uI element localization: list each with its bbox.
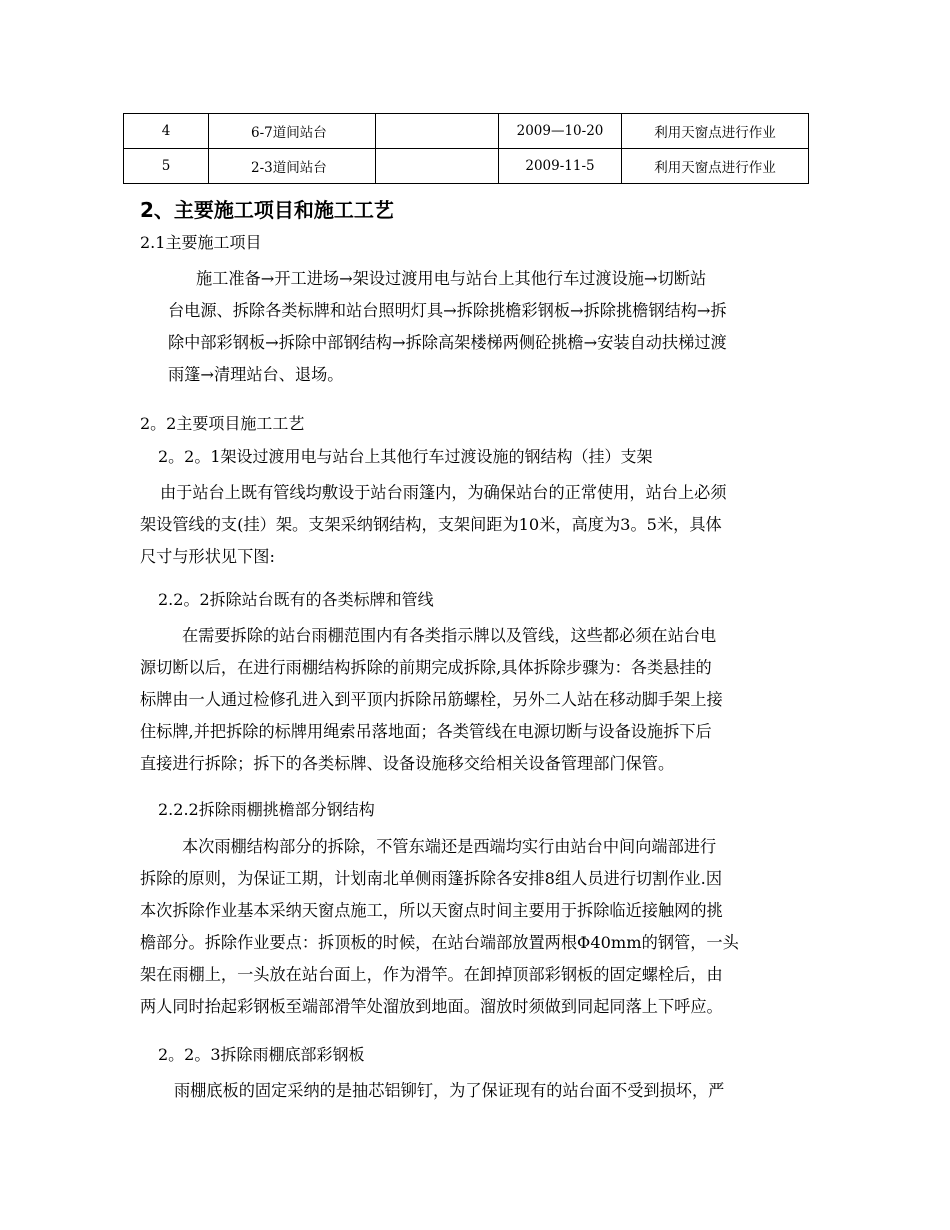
subsection-heading-2-1: 2.1主要施工项目 xyxy=(140,233,262,252)
paragraph-line: 尺寸与形状见下图: xyxy=(140,547,275,566)
table-cell-date: 2009—10-20 xyxy=(499,114,622,149)
paragraph-2-1 xyxy=(140,263,820,391)
paragraph-line: 台电源、拆除各类标牌和站台照明灯具→拆除挑檐彩钢板→拆除挑檐钢结构→拆 xyxy=(168,301,727,320)
paragraph-line: 施工准备→开工进场→架设过渡用电与站台上其他行车过渡设施→切断站 xyxy=(196,269,707,288)
paragraph-line: 由于站台上既有管线均敷设于站台雨篷内，为确保站台的正常使用，站台上必须 xyxy=(160,483,727,502)
paragraph-line: 雨棚底板的固定采纳的是抽芯铝铆钉，为了保证现有的站台面不受到损坏，严 xyxy=(174,1081,725,1100)
paragraph-line: 本次拆除作业基本采纳天窗点施工，所以天窗点时间主要用于拆除临近接触网的挑 xyxy=(140,901,723,920)
table-row xyxy=(124,114,809,149)
paragraph-2-2-2b xyxy=(140,831,815,1023)
subsection-heading-2-2-2a: 2.2。2拆除站台既有的各类标牌和管线 xyxy=(158,590,434,609)
paragraph-line: 直接进行拆除；拆下的各类标牌、设备设施移交给相关设备管理部门保管。 xyxy=(140,754,675,773)
table-cell-location: 2-3道间站台 xyxy=(209,149,376,184)
table-cell-date: 2009-11-5 xyxy=(499,149,622,184)
table-cell-note: 利用天窗点进行作业 xyxy=(622,114,809,149)
table-cell-index: 5 xyxy=(124,149,209,184)
table-cell-note: 利用天窗点进行作业 xyxy=(622,149,809,184)
table-cell-empty xyxy=(376,149,499,184)
subsection-heading-2-2-1: 2。2。1架设过渡用电与站台上其他行车过渡设施的钢结构（挂）支架 xyxy=(158,447,653,466)
table-cell-empty xyxy=(376,114,499,149)
table-cell-index: 4 xyxy=(124,114,209,149)
paragraph-line: 住标牌,并把拆除的标牌用绳索吊落地面；各类管线在电源切断与设备设施拆下后 xyxy=(140,722,712,741)
paragraph-line: 架设管线的支(挂）架。支架采纳钢结构，支架间距为10米，高度为3。5米，具体 xyxy=(140,515,722,534)
paragraph-line: 檐部分。拆除作业要点：拆顶板的时候，在站台端部放置两根Φ40mm的钢管，一头 xyxy=(140,933,739,952)
paragraph-line: 拆除的原则，为保证工期，计划南北单侧雨篷拆除各安排8组人员进行切割作业.因 xyxy=(140,869,723,888)
section-heading: 2、主要施工项目和施工工艺 xyxy=(140,198,394,222)
paragraph-line: 架在雨棚上，一头放在站台面上，作为滑竿。在卸掉顶部彩钢板的固定螺栓后，由 xyxy=(140,965,723,984)
paragraph-line: 本次雨棚结构部分的拆除，不管东端还是西端均实行由站台中间向端部进行 xyxy=(182,837,717,856)
paragraph-line: 标牌由一人通过检修孔进入到平顶内拆除吊筋螺栓，另外二人站在移动脚手架上接 xyxy=(140,690,723,709)
paragraph-line: 两人同时抬起彩钢板至端部滑竿处溜放到地面。溜放时须做到同起同落上下呼应。 xyxy=(140,997,723,1016)
paragraph-line: 除中部彩钢板→拆除中部钢结构→拆除高架楼梯两侧砼挑檐→安装自动扶梯过渡 xyxy=(168,333,727,352)
subsection-heading-2-2: 2。2主要项目施工工艺 xyxy=(140,414,305,433)
table-cell-location: 6-7道间站台 xyxy=(209,114,376,149)
table-row xyxy=(124,149,809,184)
paragraph-line: 源切断以后，在进行雨棚结构拆除的前期完成拆除,具体拆除步骤为：各类悬挂的 xyxy=(140,658,712,677)
subsection-heading-2-2-3: 2。2。3拆除雨棚底部彩钢板 xyxy=(158,1045,365,1064)
subsection-heading-2-2-2b: 2.2.2拆除雨棚挑檐部分钢结构 xyxy=(158,800,375,819)
schedule-table xyxy=(123,113,809,184)
paragraph-2-2-3 xyxy=(140,1075,815,1107)
paragraph-2-2-2a xyxy=(140,620,815,780)
paragraph-line: 雨篷→清理站台、退场。 xyxy=(168,365,344,384)
paragraph-2-2-1 xyxy=(140,477,815,573)
paragraph-line: 在需要拆除的站台雨棚范围内有各类指示牌以及管线，这些都必须在站台电 xyxy=(182,626,717,645)
